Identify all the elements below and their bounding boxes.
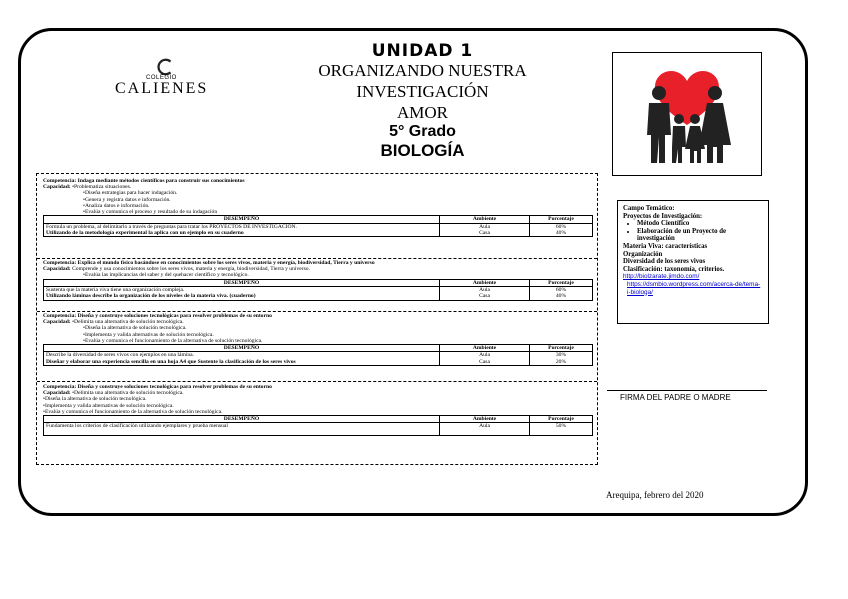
competency-block-4: [43, 384, 593, 436]
capacidad-label: Capacidad:: [43, 184, 71, 191]
competencia-label: Competencia:: [43, 178, 77, 184]
block-divider: [37, 311, 597, 312]
competencia-label: Competencia:: [43, 313, 77, 319]
capacidad-item: •Genera y registra datos e información.: [83, 196, 171, 203]
family-heart-icon: [613, 53, 761, 175]
capacidad-item: •Implementa y valida alternativas de solución tecnológica.: [43, 402, 174, 409]
ambiente-header: Ambiente: [440, 416, 530, 423]
table-row: Fundamenta los criterios de clasificación utilizando ejemplares y prueba mensual Aula 50%: [44, 423, 593, 436]
logo-title: CALIENES: [115, 80, 209, 97]
desempeno-header: DESEMPEÑO: [44, 416, 440, 423]
thematic-field-panel: [617, 200, 769, 324]
document-date: Arequipa, febrero del 2020: [606, 490, 704, 500]
table-row: Describe la diversidad de seres vivos con ejemplos en una lámina. Diseñar y elaborar una experiencia sencilla en una hoja A4 que Sustente la clasificación de los seres vivos Aula Casa 30% 20%: [44, 352, 593, 366]
side-organizacion: Organización: [623, 250, 663, 258]
desempeno-header: DESEMPEÑO: [44, 216, 440, 223]
side-clasificacion: Clasificación: taxonomía, criterios.: [623, 265, 725, 273]
capacidad-text: •Delimita una alternativa de solución tecnológica.: [70, 319, 184, 326]
capacidad-label: Capacidad:: [43, 266, 71, 273]
competencia-label: Competencia:: [43, 384, 77, 390]
ambiente-header: Ambiente: [440, 345, 530, 352]
competency-block-2: [43, 260, 593, 301]
signature-label: FIRMA DEL PADRE O MADRE: [620, 393, 731, 402]
capacidad-item: •Analiza datos e información.: [83, 202, 150, 209]
capacidad-text: •Problematiza situaciones.: [70, 184, 132, 191]
capacidad-item: •Evalúa y comunica el funcionamiento de la alternativa de solución tecnológica.: [43, 408, 223, 415]
block-divider: [37, 258, 597, 259]
link-dsmbio[interactable]: https://dsmbio.wordpress.com/acerca-de/tema-i-biologa/: [627, 280, 761, 296]
logo-subtitle: COLEGIO: [146, 75, 177, 81]
block-divider: [37, 381, 597, 382]
capacidad-item: •Evalúa y comunica el funcionamiento de la alternativa de solución tecnológica.: [83, 337, 263, 344]
side-materia: Materia Viva: características: [623, 242, 708, 250]
capacidad-item: •Evalúa las implicancias del saber y del quehacer científico y tecnológico.: [83, 272, 249, 279]
link-biolzarate[interactable]: http://biolzarate.jimdo.com/: [623, 273, 700, 281]
subject-title: BIOLOGÍA: [380, 141, 465, 160]
table-row: Formula un problema, al delimitarlo a través de preguntas para tratar los PROYECTOS DE INVESTIGACIÓN. Utilizando de la metodología experimental la aplica con un ejemplo en su cuaderno Aula Casa 60% 40%: [44, 223, 593, 237]
header-line-3: AMOR: [396, 103, 448, 122]
table-row: Sustenta que la materia viva tiene una organización compleja. Utilizando láminas describe la organización de los niveles de la materia viva. (cuaderno) Aula Casa 60% 40%: [44, 287, 593, 301]
competencia-text: Indaga mediante métodos científicos para construir sus conocimientos: [76, 178, 245, 184]
capacidad-item: •Implementa y valida alternativas de solución tecnológica.: [83, 331, 214, 338]
header-line-1: ORGANIZANDO NUESTRA: [318, 61, 527, 80]
desempeno-table: [43, 344, 593, 366]
side-title: Campo Temático:: [623, 205, 675, 212]
capacidad-item: •Evalúa y comunica el proceso y resultado de su indagación: [83, 209, 218, 216]
ambiente-header: Ambiente: [440, 216, 530, 223]
porcentaje-header: Porcentaje: [530, 216, 593, 223]
side-diversidad: Diversidad de los seres vivos: [623, 258, 706, 266]
porcentaje-header: Porcentaje: [530, 416, 593, 423]
side-bullet-list: [623, 220, 763, 243]
family-image: [612, 52, 762, 176]
capacidad-label: Capacidad:: [43, 390, 71, 397]
competencia-text: Explica el mundo físico basándose en conocimientos sobre los seres vivos, materia y energía, biodiversidad, Tierra y universo: [76, 260, 375, 266]
capacidad-item: •Diseña la alternativa de solución tecnológica.: [43, 396, 147, 403]
side-proyectos: Proyectos de Investigación:: [623, 212, 703, 220]
desempeno-header: DESEMPEÑO: [44, 279, 440, 286]
ambiente-header: Ambiente: [440, 279, 530, 286]
desempeno-table: [43, 215, 593, 237]
competency-block-1: [43, 178, 593, 237]
capacidad-item: •Diseña la alternativa de solución tecnológica.: [83, 325, 187, 332]
desempeno-table: [43, 279, 593, 301]
header-line-2: INVESTIGACIÓN: [356, 82, 489, 101]
side-bullet: • Elaboración de un Proyecto de investigación: [637, 228, 763, 243]
competency-block-3: [43, 313, 593, 366]
competencies-panel: [36, 173, 598, 465]
competencia-text: Diseña y construye soluciones tecnológicas para resolver problemas de su entorno: [76, 384, 272, 390]
capacidad-text: Comprende y usa conocimientos sobre los seres vivos, materia y energía, biodiversidad, Tierra y universo.: [70, 266, 310, 273]
competencia-label: Competencia:: [43, 260, 77, 266]
capacidad-text: •Delimita una alternativa de solución tecnológica.: [70, 390, 184, 397]
desempeno-table: [43, 415, 593, 436]
porcentaje-header: Porcentaje: [530, 345, 593, 352]
unit-title: UNIDAD 1: [371, 41, 474, 61]
capacidad-label: Capacidad:: [43, 319, 71, 326]
school-logo-icon: [157, 58, 175, 76]
signature-line: [607, 390, 767, 391]
porcentaje-header: Porcentaje: [530, 279, 593, 286]
competencia-text: Diseña y construye soluciones tecnológicas para resolver problemas de su entorno: [76, 313, 272, 319]
document-header: [300, 42, 545, 161]
desempeno-header: DESEMPEÑO: [44, 345, 440, 352]
capacidad-item: •Diseña estrategias para hacer indagación.: [83, 190, 178, 197]
grade-label: 5° Grado: [389, 123, 456, 140]
side-bullet: • Método Científico: [637, 220, 763, 228]
